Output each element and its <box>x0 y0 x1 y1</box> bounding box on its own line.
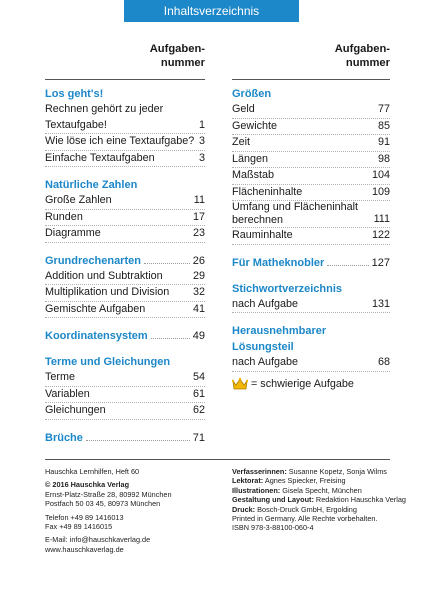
entry-label: Umfang und Flächeninhalt berechnen <box>232 201 359 226</box>
section-title <box>232 255 390 271</box>
section-page-number: 127 <box>371 256 390 269</box>
toc-section <box>232 323 390 372</box>
section-title-text: Natürliche Zahlen <box>45 179 138 191</box>
section-page-number: 26 <box>192 254 205 267</box>
entry-page-number: 11 <box>193 194 205 206</box>
imprint-line <box>232 505 412 514</box>
entry-page-number: 23 <box>192 227 205 239</box>
entry-page-number: 122 <box>371 229 390 241</box>
entry-label: Rechnen gehört zu jeder <box>45 103 164 115</box>
imprint-line: © 2016 Hauschka Verlag <box>45 480 130 490</box>
section-title <box>232 323 390 355</box>
entry-label: Wie löse ich eine Textaufgabe? <box>45 135 195 147</box>
right-sections <box>232 86 390 372</box>
imprint-value: Susanne Kopetz, Sonja Wilms <box>288 467 387 476</box>
dot-leader <box>327 265 368 266</box>
section-title <box>232 281 390 297</box>
toc-entry <box>45 102 205 118</box>
toc-entry <box>45 370 205 387</box>
section-title <box>45 430 205 446</box>
entry-page-number: 32 <box>192 286 205 298</box>
toc-entry <box>45 302 205 319</box>
entry-page-number: 85 <box>377 119 390 132</box>
entry-page-number: 3 <box>198 151 205 164</box>
dot-leader <box>144 263 190 264</box>
header-rule <box>232 79 390 80</box>
toc-entry <box>45 387 205 404</box>
toc-section <box>45 430 205 446</box>
section-title-text: Grundrechenarten <box>45 254 141 267</box>
section-title-text: Herausnehmbarer Lösungsteil <box>232 325 327 353</box>
toc-entry <box>232 152 390 169</box>
imprint-key: Verfasserinnen: <box>232 467 287 476</box>
entry-page-number: 104 <box>371 169 390 181</box>
toc-entry <box>232 185 390 202</box>
entry-label: Einfache Textaufgaben <box>45 151 155 164</box>
entry-page-number: 68 <box>377 356 390 368</box>
header-rule <box>45 79 205 80</box>
entry-label: Terme <box>45 371 75 383</box>
entry-label: nach Aufgabe <box>232 297 299 310</box>
imprint-line: Ernst-Platz-Straße 28, 80992 München <box>45 489 172 499</box>
imprint-key: Illustrationen: <box>232 485 281 495</box>
entry-page-number: 62 <box>192 404 205 416</box>
imprint-key: Lektorat: <box>232 476 264 486</box>
entry-label: Runden <box>45 210 83 223</box>
toc-entry <box>232 228 390 245</box>
toc-section <box>45 86 205 167</box>
imprint-key: Druck: <box>232 504 256 514</box>
toc-entry <box>232 135 390 152</box>
imprint-value: Bosch-Druck GmbH, Ergolding <box>257 504 357 514</box>
toc-entry <box>232 119 390 136</box>
entry-label: Gemischte Aufgaben <box>45 302 146 315</box>
section-page-number: 71 <box>192 431 205 444</box>
imprint-value: Redaktion Hauschka Verlag <box>315 495 406 505</box>
entry-page-number: 91 <box>377 136 390 148</box>
imprint-line <box>232 514 412 523</box>
entry-label: Rauminhalte <box>232 229 293 241</box>
entry-page-number: 54 <box>192 371 205 383</box>
section-title <box>232 86 390 102</box>
toc-section <box>232 281 390 314</box>
entry-page-number: 17 <box>192 210 205 223</box>
entry-page-number: 1 <box>198 118 205 131</box>
toc-section <box>232 86 390 245</box>
entry-page-number: 3 <box>198 135 205 147</box>
entry-label: Große Zahlen <box>45 194 112 206</box>
entry-label: Multiplikation und Division <box>45 286 170 298</box>
left-sections <box>45 86 205 446</box>
entry-label: Addition und Subtraktion <box>45 269 163 282</box>
toc-left-column <box>45 42 205 456</box>
imprint-right <box>232 467 412 533</box>
toc-entry <box>232 297 390 314</box>
toc-section <box>45 354 205 420</box>
imprint-line <box>232 476 412 485</box>
toc-entry <box>232 355 390 372</box>
imprint-line <box>232 467 412 476</box>
toc-section <box>232 255 390 271</box>
imprint-line <box>232 486 412 495</box>
toc-section <box>45 328 205 344</box>
imprint-value: Gisela Specht, München <box>282 485 362 495</box>
imprint-line: Fax +49 89 1416015 <box>45 522 113 532</box>
section-title-text: Terme und Gleichungen <box>45 356 171 368</box>
toc-entry <box>45 193 205 210</box>
entry-page-number: 98 <box>377 152 390 165</box>
entry-label: Gewichte <box>232 119 278 132</box>
entry-label: Geld <box>232 103 255 115</box>
imprint-left <box>45 467 220 554</box>
imprint-value: Printed in Germany. Alle Rechte vorbehalten. <box>232 514 378 524</box>
imprint-line: E-Mail: info@hauschkaverlag.de <box>45 535 151 545</box>
section-title-text: Los geht's! <box>45 88 104 100</box>
entry-label: Maßstab <box>232 169 275 181</box>
section-title <box>45 253 205 269</box>
section-title-text: Koordinatensystem <box>45 330 148 342</box>
section-title <box>45 86 205 102</box>
imprint-line: Hauschka Lernhilfen, Heft 60 <box>45 467 140 476</box>
toc-entry <box>45 269 205 286</box>
imprint-value: ISBN 978-3-88100-060-4 <box>232 523 314 533</box>
legend-text: = schwierige Aufgabe <box>251 378 354 390</box>
entry-page-number: 131 <box>371 297 390 310</box>
imprint-line <box>232 523 412 532</box>
toc-entry <box>45 226 205 243</box>
toc-entry <box>45 285 205 302</box>
section-title-text: Stichwortverzeichnis <box>232 282 343 295</box>
entry-page-number: 109 <box>371 185 390 198</box>
column-header-right: Aufgaben- nummer <box>334 43 390 69</box>
imprint-value: Agnes Spiecker, Freising <box>264 476 346 486</box>
entry-page-number: 61 <box>192 387 205 400</box>
difficulty-legend <box>232 377 354 391</box>
entry-label: Diagramme <box>45 227 101 239</box>
entry-label: Gleichungen <box>45 404 106 416</box>
toc-entry <box>45 403 205 420</box>
toc-right-column <box>232 42 390 382</box>
dot-leader <box>86 440 190 441</box>
toc-entry <box>232 102 390 119</box>
entry-label: Textaufgabe! <box>45 118 107 131</box>
toc-section <box>45 177 205 243</box>
toc-entry <box>45 210 205 227</box>
crown-icon <box>232 377 248 391</box>
entry-label: Flächeninhalte <box>232 185 303 198</box>
entry-page-number: 41 <box>192 302 205 315</box>
imprint-key: Gestaltung und Layout: <box>232 495 314 505</box>
dot-leader <box>151 338 190 339</box>
entry-page-number: 77 <box>377 103 390 115</box>
entry-label: nach Aufgabe <box>232 356 299 368</box>
section-title <box>45 177 205 193</box>
section-title-text: Brüche <box>45 431 83 444</box>
section-title <box>45 354 205 370</box>
imprint-line <box>232 495 412 504</box>
imprint-divider <box>45 459 390 460</box>
section-page-number: 49 <box>192 330 205 342</box>
toc-entry <box>45 134 205 151</box>
imprint-line: Telefon +49 89 1416013 <box>45 512 124 522</box>
entry-label: Längen <box>232 152 269 165</box>
imprint-line: Postfach 50 03 45, 80973 München <box>45 499 161 509</box>
toc-entry <box>232 201 390 228</box>
toc-section <box>45 253 205 319</box>
toc-entry <box>232 168 390 185</box>
section-title-text: Größen <box>232 88 272 100</box>
entry-label: Variablen <box>45 387 90 400</box>
section-title <box>45 328 205 344</box>
column-header-left: Aufgaben- nummer <box>149 43 205 69</box>
imprint-line: www.hauschkaverlag.de <box>45 544 124 554</box>
toc-entry <box>45 118 205 135</box>
entry-label: Zeit <box>232 136 250 148</box>
section-title-text: Für Matheknobler <box>232 256 325 269</box>
entry-page-number: 29 <box>192 269 205 282</box>
contents-banner: Inhaltsverzeichnis <box>124 0 299 22</box>
entry-page-number: 111 <box>373 212 390 225</box>
toc-entry <box>45 151 205 168</box>
